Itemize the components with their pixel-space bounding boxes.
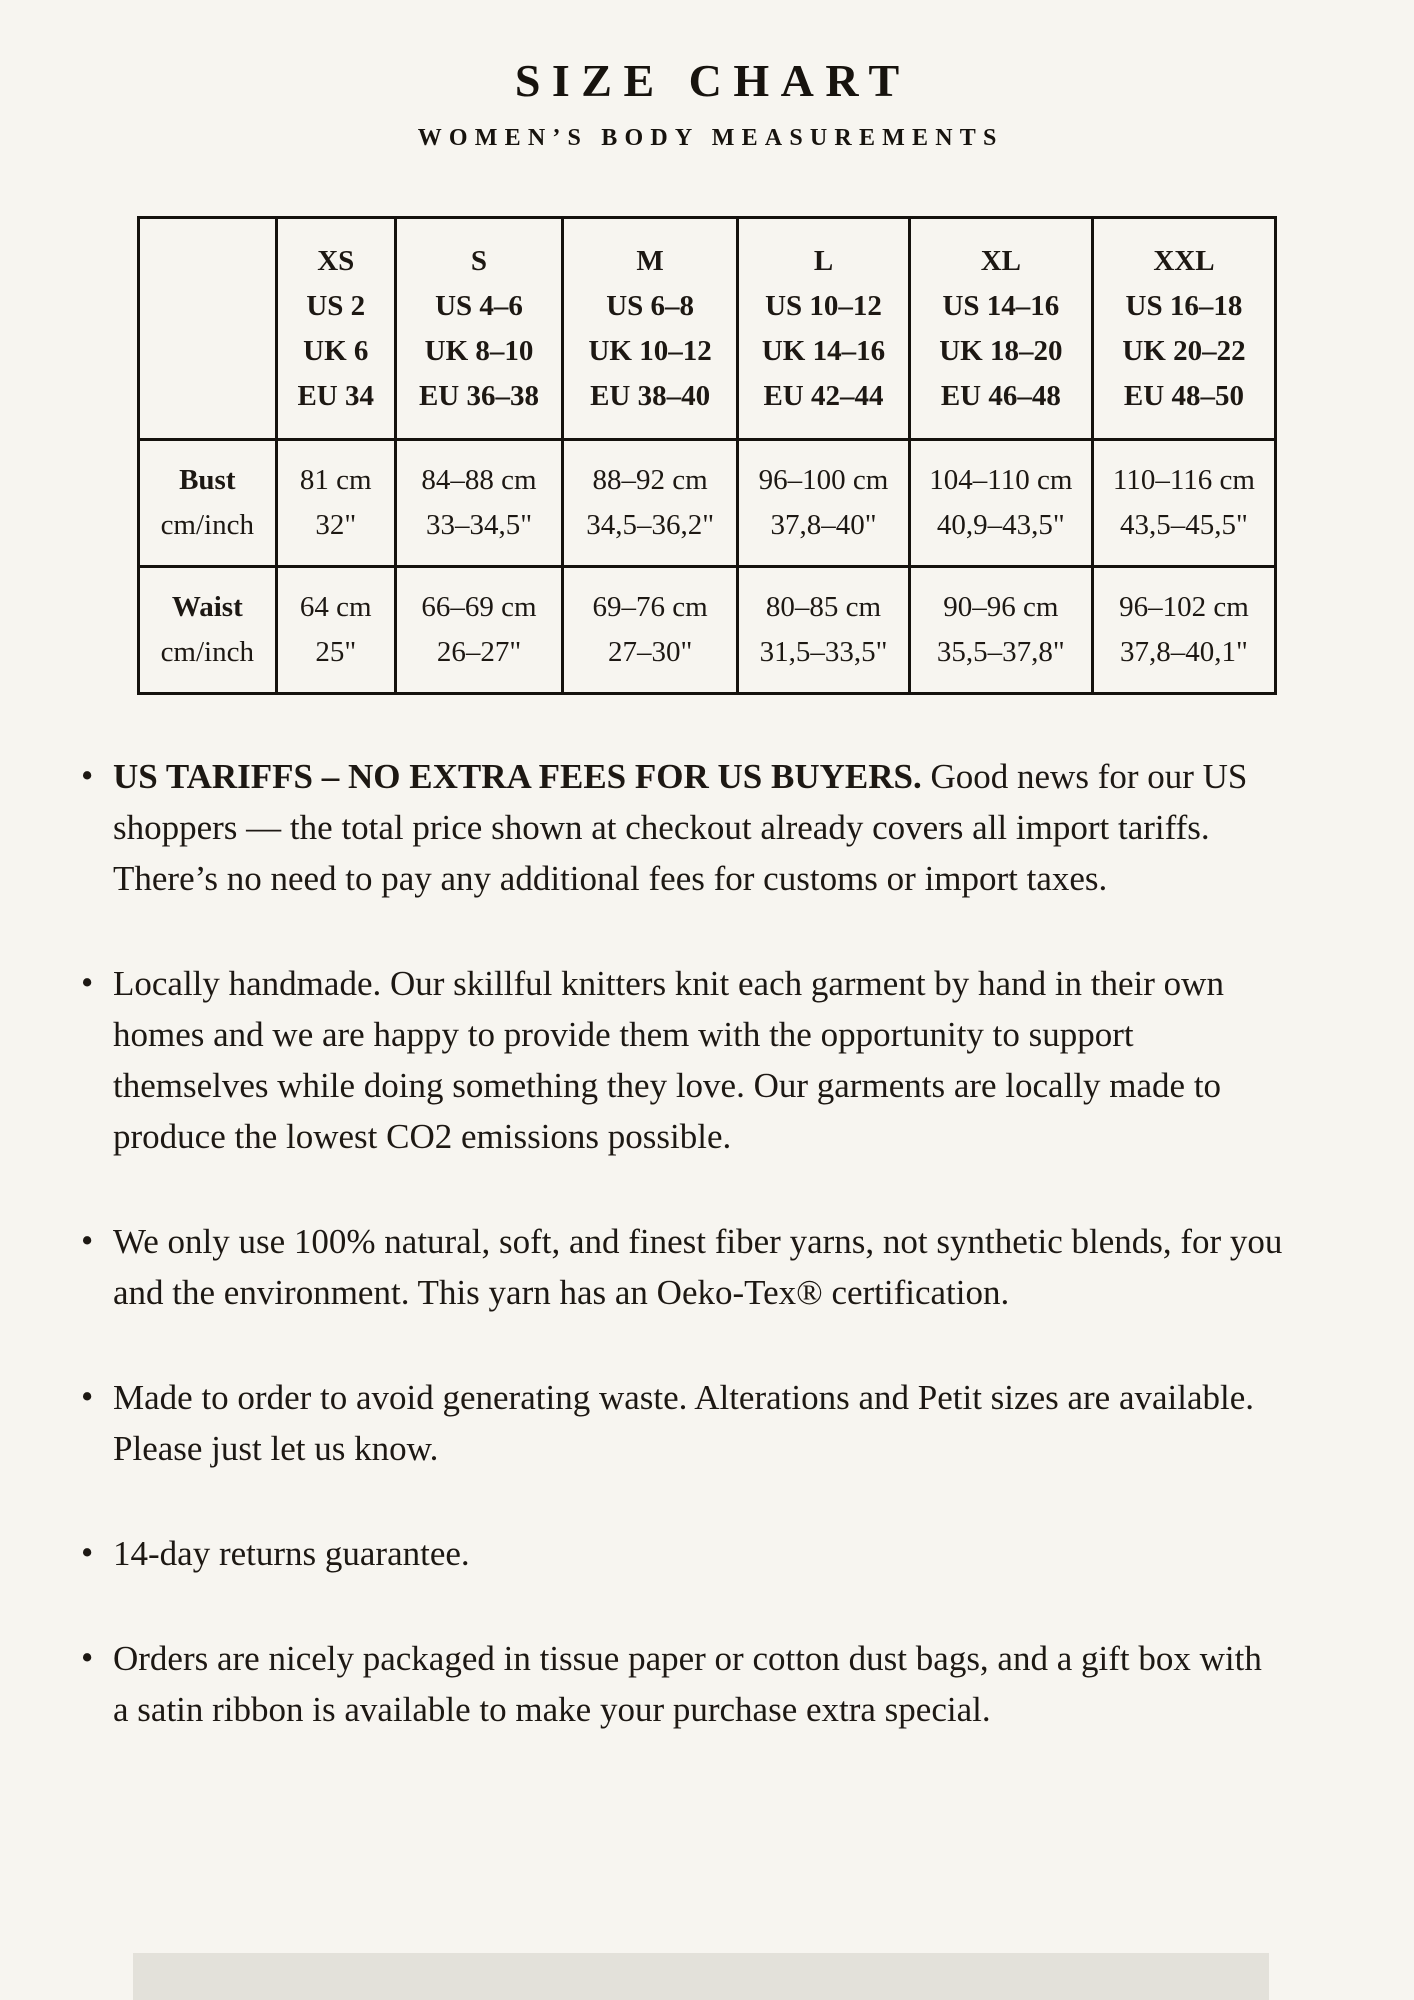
note-locally-handmade bbox=[113, 958, 1286, 1162]
bust-value-cell bbox=[563, 440, 738, 567]
waist-value-cell bbox=[909, 567, 1092, 694]
bust-value-cell bbox=[1092, 440, 1275, 567]
inch-value: 33–34,5" bbox=[425, 509, 533, 542]
cm-value: 69–76 cm bbox=[592, 591, 708, 624]
note-text: 14-day returns guarantee. bbox=[113, 1534, 470, 1574]
waist-row bbox=[139, 567, 1276, 694]
size-header-row bbox=[139, 218, 1276, 440]
note-made-to-order bbox=[113, 1372, 1286, 1474]
bust-value-cell bbox=[276, 440, 395, 567]
note-us-tariffs bbox=[113, 751, 1286, 904]
product-notes-list bbox=[0, 751, 1414, 1735]
note-text: Good news for our US shoppers — the total price shown at checkout already covers all import tariffs. There’s no need to pay any additional fees for customs or import taxes. bbox=[113, 757, 1248, 899]
bust-value-cell bbox=[909, 440, 1092, 567]
cm-value: 104–110 cm bbox=[929, 464, 1073, 497]
size-header-m bbox=[563, 218, 738, 440]
size-name: XXL bbox=[1153, 244, 1215, 277]
page-title: SIZE CHART bbox=[514, 55, 911, 106]
us-size: US 16–18 bbox=[1125, 289, 1243, 322]
inch-value: 32" bbox=[315, 509, 357, 542]
eu-size: EU 36–38 bbox=[418, 379, 540, 412]
us-size: US 10–12 bbox=[765, 289, 882, 322]
waist-value-cell bbox=[395, 567, 562, 694]
uk-size: UK 8–10 bbox=[424, 334, 534, 367]
size-name: S bbox=[470, 244, 488, 277]
inch-value: 26–27" bbox=[436, 636, 522, 669]
waist-value-cell bbox=[563, 567, 738, 694]
eu-size: EU 38–40 bbox=[590, 379, 711, 412]
cm-value: 81 cm bbox=[299, 464, 372, 497]
uk-size: UK 6 bbox=[303, 334, 369, 367]
eu-size: EU 48–50 bbox=[1123, 379, 1244, 412]
page-subtitle: WOMEN’S BODY MEASUREMENTS bbox=[417, 124, 1004, 151]
us-size: US 4–6 bbox=[435, 289, 523, 322]
note-text: Orders are nicely packaged in tissue paper or cotton dust bags, and a gift box with a satin ribbon is available to make your purchase extra special. bbox=[113, 1639, 1262, 1730]
size-name: XL bbox=[980, 244, 1021, 277]
inch-value: 35,5–37,8" bbox=[936, 636, 1065, 669]
row-unit-text: cm/inch bbox=[160, 509, 254, 542]
waist-value-cell bbox=[276, 567, 395, 694]
row-label-text: Waist bbox=[171, 591, 243, 624]
cm-value: 90–96 cm bbox=[943, 591, 1059, 624]
note-text: Made to order to avoid generating waste. Alterations and Petit sizes are available. Please just let us know. bbox=[113, 1378, 1255, 1469]
cm-value: 84–88 cm bbox=[421, 464, 537, 497]
cm-value: 88–92 cm bbox=[592, 464, 708, 497]
eu-size: EU 42–44 bbox=[763, 379, 884, 412]
note-bold-lead: US TARIFFS – NO EXTRA FEES FOR US BUYERS. bbox=[113, 757, 922, 797]
cm-value: 66–69 cm bbox=[421, 591, 537, 624]
us-size: US 2 bbox=[306, 289, 366, 322]
inch-value: 27–30" bbox=[607, 636, 693, 669]
bust-label-cell bbox=[139, 440, 277, 567]
uk-size: UK 20–22 bbox=[1122, 334, 1246, 367]
inch-value: 43,5–45,5" bbox=[1120, 509, 1248, 542]
inch-value: 37,8–40" bbox=[770, 509, 877, 542]
size-name: M bbox=[636, 244, 664, 277]
size-name: XS bbox=[317, 244, 355, 277]
waist-value-cell bbox=[1092, 567, 1275, 694]
corner-cell bbox=[139, 218, 277, 440]
waist-label-cell bbox=[139, 567, 277, 694]
bust-row bbox=[139, 440, 1276, 567]
size-header-xxl bbox=[1092, 218, 1275, 440]
size-header-xl bbox=[909, 218, 1092, 440]
cm-value: 96–100 cm bbox=[758, 464, 889, 497]
uk-size: UK 14–16 bbox=[761, 334, 886, 367]
note-packaging bbox=[113, 1633, 1286, 1735]
inch-value: 34,5–36,2" bbox=[586, 509, 715, 542]
cm-value: 64 cm bbox=[299, 591, 372, 624]
cm-value: 96–102 cm bbox=[1119, 591, 1249, 624]
waist-value-cell bbox=[738, 567, 910, 694]
bottom-image-band bbox=[133, 1953, 1269, 2000]
size-header-xs bbox=[276, 218, 395, 440]
bust-value-cell bbox=[738, 440, 910, 567]
size-chart-table bbox=[137, 216, 1277, 695]
us-size: US 14–16 bbox=[942, 289, 1060, 322]
note-text: We only use 100% natural, soft, and finest fiber yarns, not synthetic blends, for you and the environment. This yarn has an Oeko-Tex® certification. bbox=[113, 1222, 1283, 1313]
note-returns-guarantee bbox=[113, 1528, 1286, 1579]
note-text: Locally handmade. Our skillful knitters knit each garment by hand in their own homes and we are happy to provide them with the opportunity to support themselves while doing something they love. Our garments are locally made to produce the lowest CO2 emissions possible. bbox=[113, 964, 1224, 1157]
inch-value: 40,9–43,5" bbox=[936, 509, 1065, 542]
uk-size: UK 10–12 bbox=[588, 334, 712, 367]
inch-value: 31,5–33,5" bbox=[759, 636, 888, 669]
eu-size: EU 46–48 bbox=[940, 379, 1061, 412]
cm-value: 80–85 cm bbox=[765, 591, 882, 624]
size-name: L bbox=[813, 244, 834, 277]
inch-value: 25" bbox=[315, 636, 357, 669]
size-header-l bbox=[738, 218, 910, 440]
us-size: US 6–8 bbox=[606, 289, 695, 322]
inch-value: 37,8–40,1" bbox=[1120, 636, 1248, 669]
cm-value: 110–116 cm bbox=[1112, 464, 1255, 497]
size-header-s bbox=[395, 218, 562, 440]
note-natural-yarns bbox=[113, 1216, 1286, 1318]
row-label-text: Bust bbox=[179, 464, 236, 497]
eu-size: EU 34 bbox=[297, 379, 375, 412]
row-unit-text: cm/inch bbox=[160, 636, 254, 669]
uk-size: UK 18–20 bbox=[939, 334, 1063, 367]
bust-value-cell bbox=[395, 440, 562, 567]
